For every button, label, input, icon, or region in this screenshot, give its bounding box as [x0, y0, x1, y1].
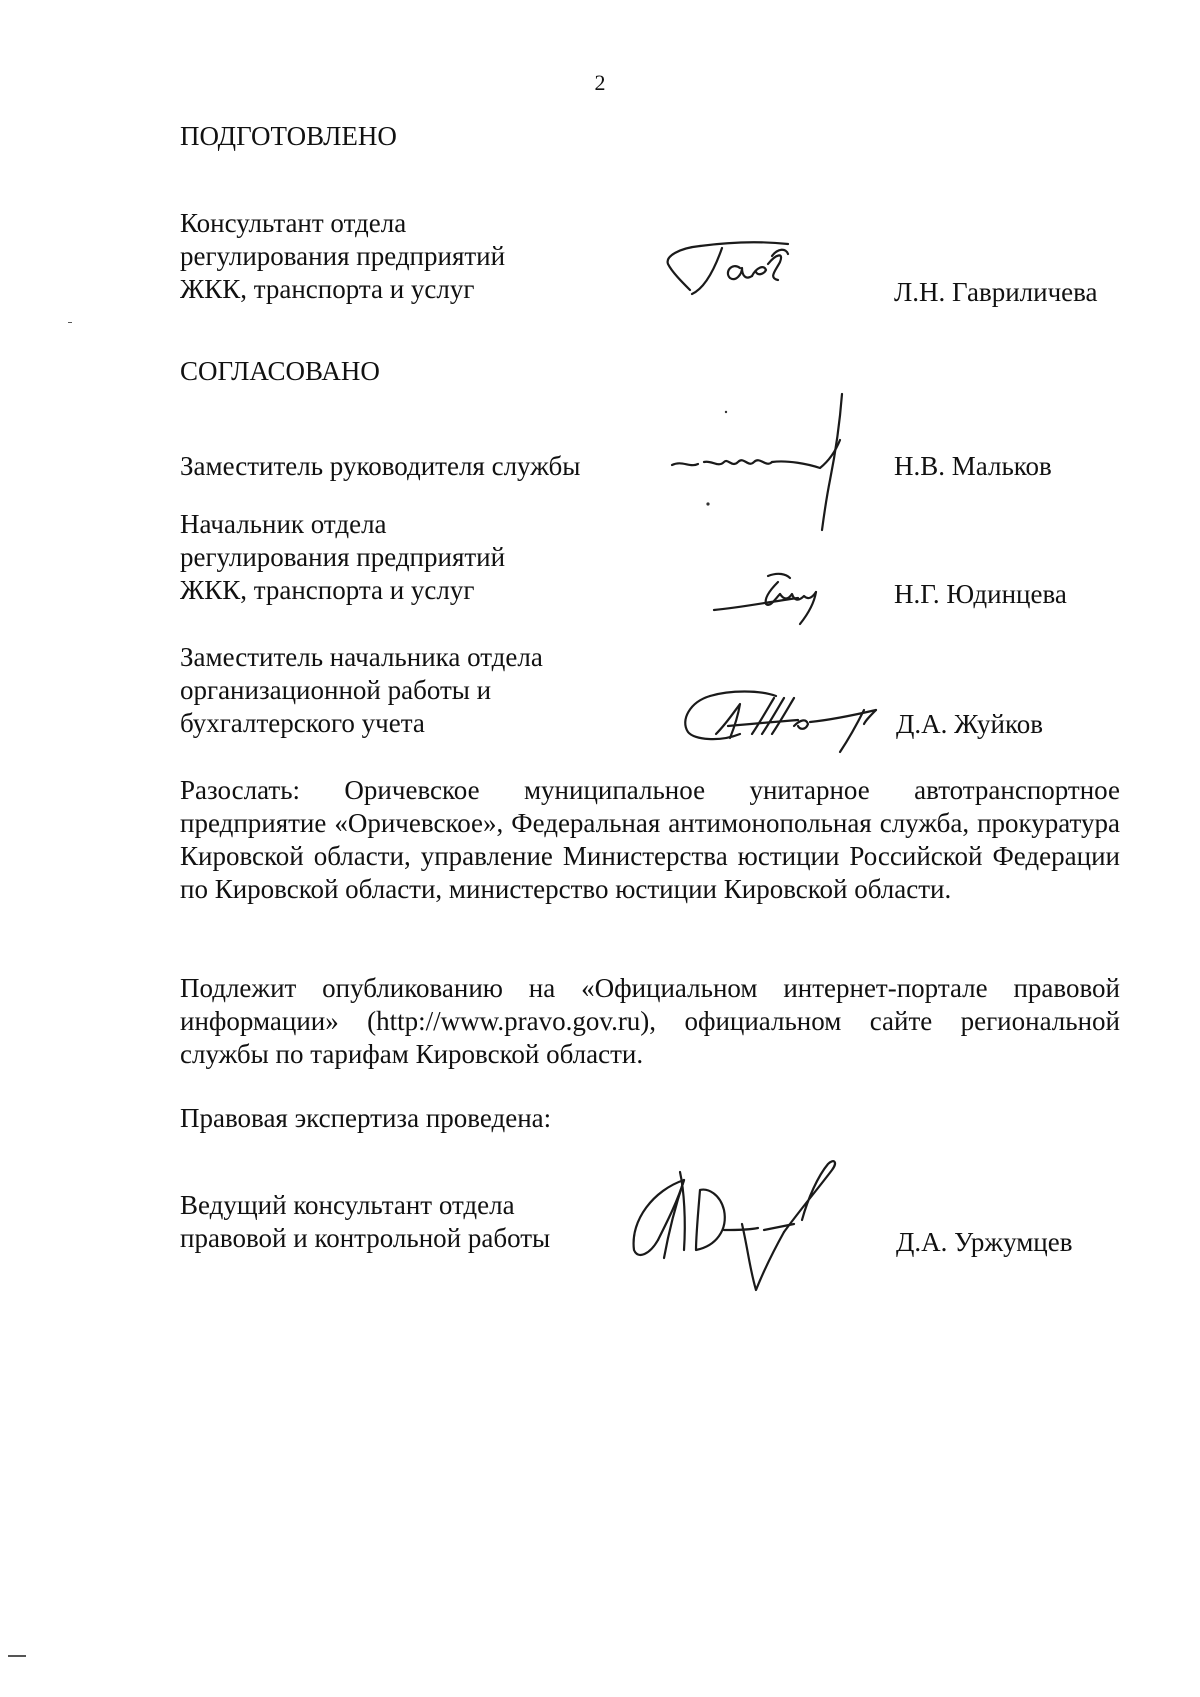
prepared-heading: ПОДГОТОВЛЕНО [180, 121, 397, 151]
distribution-paragraph: Разослать: Оричевское муниципальное унитарное автотранспортное предприятие «Оричевское», Федеральная антимонопольная служба, прокуратура Кировской области, управление Министерства юстиции Российской Федерации по Кировской области, министерство юстиции Кировской области. [180, 775, 1120, 904]
agreed-3-position-line-2: организационной работы и [180, 675, 492, 705]
agreed-heading: СОГЛАСОВАНО [180, 356, 380, 386]
agreed-2-position-line-1: Начальник отдела [180, 509, 387, 539]
publication-paragraph: Подлежит опубликованию на «Официальном интернет-портале правовой информации» (http://www.pravo.gov.ru), официальном сайте региональной службы по тарифам Кировской области. [180, 973, 1120, 1069]
legal-review-label: Правовая экспертиза проведена: [180, 1103, 552, 1133]
signature-urzhumtsev [624, 1150, 854, 1300]
prepared-position-line-2: регулирования предприятий [180, 241, 506, 271]
legal-review-position-line-2: правовой и контрольной работы [180, 1223, 551, 1253]
agreed-2-name: Н.Г. Юдинцева [894, 579, 1067, 609]
signature-zhuikov [680, 686, 900, 756]
agreed-1-position-line-1: Заместитель руководителя службы [180, 451, 581, 481]
agreed-3-position-line-3: бухгалтерского учета [180, 708, 425, 738]
scan-speck [68, 322, 72, 323]
prepared-position-line-3: ЖКК, транспорта и услуг [180, 274, 475, 304]
signature-yudintseva [708, 568, 838, 638]
signature-malkov [668, 390, 888, 540]
page-number: 2 [594, 70, 606, 95]
prepared-name: Л.Н. Гавриличева [894, 277, 1098, 307]
prepared-position-line-1: Консультант отдела [180, 208, 407, 238]
legal-review-position-line-1: Ведущий консультант отдела [180, 1190, 515, 1220]
signature-gavrilicheva [660, 238, 810, 308]
agreed-2-position-line-3: ЖКК, транспорта и услуг [180, 575, 475, 605]
agreed-2-position-line-2: регулирования предприятий [180, 542, 506, 572]
legal-review-name: Д.А. Уржумцев [896, 1227, 1073, 1257]
scan-speck [8, 1655, 26, 1657]
agreed-3-position-line-1: Заместитель начальника отдела [180, 642, 543, 672]
agreed-3-name: Д.А. Жуйков [896, 709, 1043, 739]
agreed-1-name: Н.В. Мальков [894, 451, 1052, 481]
